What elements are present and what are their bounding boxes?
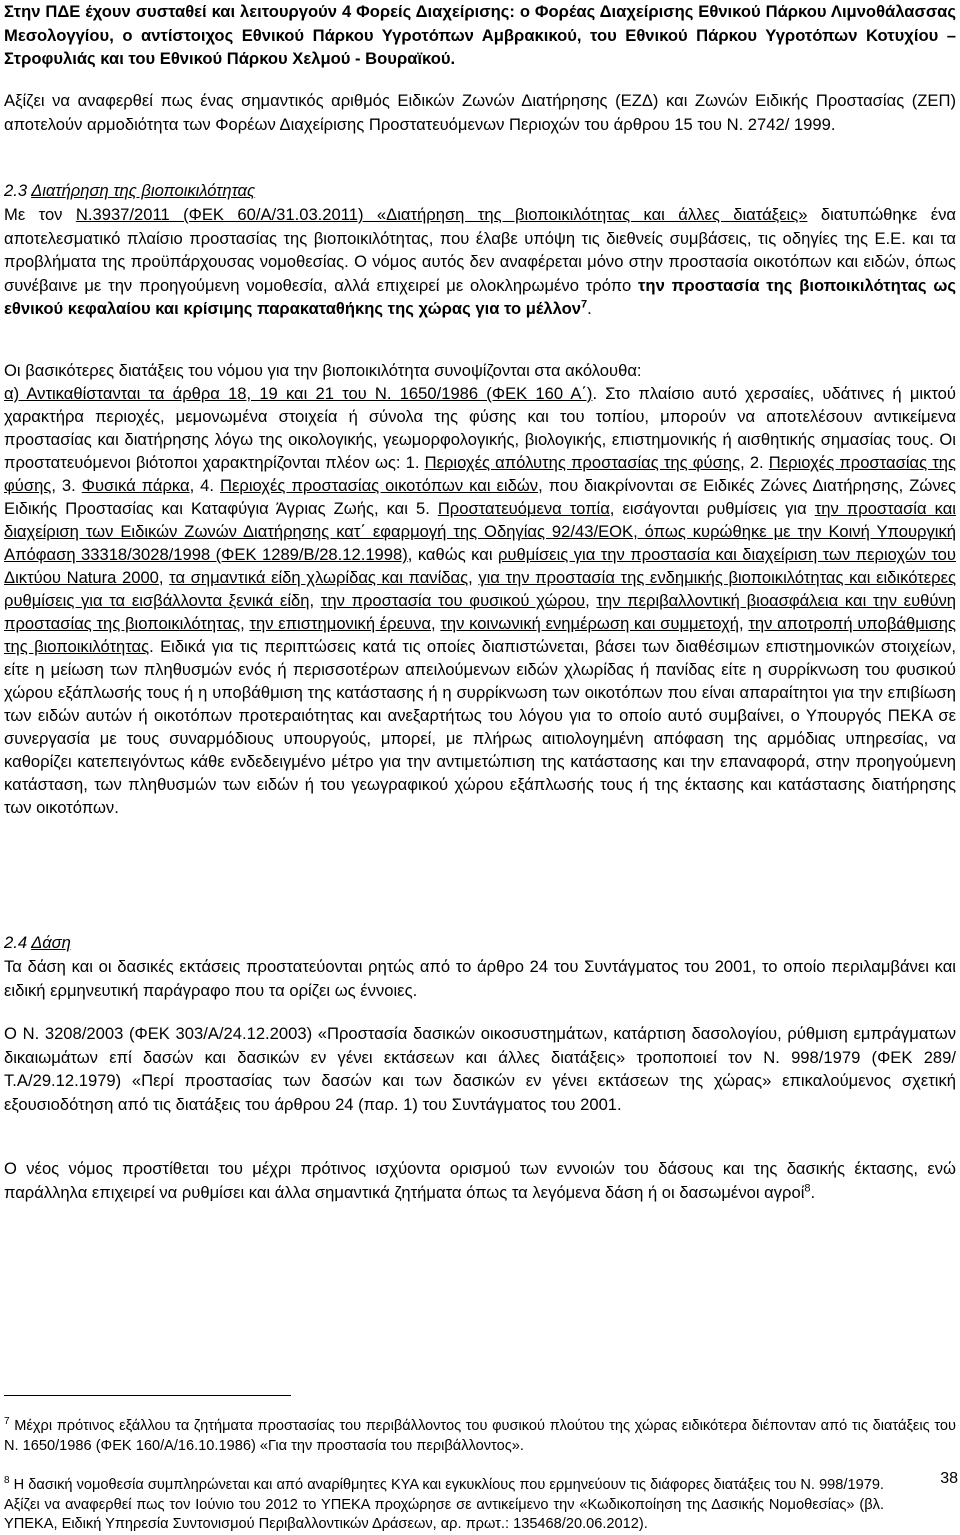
forests-paragraph-2: Ο Ν. 3208/2003 (ΦΕΚ 303/Α/24.12.2003) «Προστασία δασικών οικοσυστημάτων, κατάρτιση δασολογίου, ρύθμιση εμπράγματων δικαιωμάτων επί δασών και δασικών εν γένει εκτάσεων και άλλες διατάξεις» τροποποιεί τον Ν. 998/1979 (ΦΕΚ 289/Τ.Α/29.12.1979) «Περί προστασίας των δασών και των δασικών εν γένει εκτάσεων της χώρας» επικαλούμενος σχετική εξουσιοδότηση από τις διατάξεις του άρθρου 24 (παρ. 1) του Συντάγματος του 2001. [4,1024,956,1114]
provisions-paragraph: α) Αντικαθίστανται τα άρθρα 18, 19 και 21 του Ν. 1650/1986 (ΦΕΚ 160 Α΄). Στο πλαίσιο αυτό χερσαίες, υδάτινες ή μικτού χαρακτήρα περιοχές, μεμονωμένα στοιχεία ή σύνολα της φύσης και του τοπίου, μπορούν να αποτελέσουν αντικείμενα προστασίας και διατήρησης λόγω της οικολογικής, γεωμορφολογικής, βιολογικής, επιστημονικής ή αισθητικής σημασίας τους. Οι προστατευόμενοι βιότοποι χαρακτηρίζονται πλέον ως: 1. Περιοχές απόλυτης προστασίας της φύσης, 2. Περιοχές προστασίας της φύσης, 3. Φυσικά πάρκα, 4. Περιοχές προστασίας οικοτόπων και ειδών, που διακρίνονται σε Ειδικές Ζώνες Διατήρησης, Ζώνες Ειδικής Προστασίας και Καταφύγια Άγριας Ζωής, και 5. Προστατευόμενα τοπία, εισάγονται ρυθμίσεις για την προστασία και διαχείριση των Ειδικών Ζωνών Διατήρησης κατ΄ εφαρμογή της Οδηγίας 92/43/ΕΟΚ, όπως κυρώθηκε με την Κοινή Υπουργική Απόφαση 33318/3028/1998 (ΦΕΚ 1289/Β/28.12.1998), καθώς και ρυθμίσεις για την προστασία και διαχείριση των περιοχών του Δικτύου Natura 2000, τα σημαντικά είδη χλωρίδας και πανίδας, για την προστασία της ενδημικής βιοποικιλότητας και ειδικότερες ρυθμίσεις για τα εισβάλλοντα ξενικά είδη, την προστασία του φυσικού χώρου, την περιβαλλοντική βιοασφάλεια και την ευθύνη προστασίας της βιοποικιλότητας, την επιστημονική έρευνα, την κοινωνική ενημέρωση και συμμετοχή, την αποτροπή υποβάθμισης της βιοποικιλότητας. Ειδικά για τις περιπτώσεις κατά τις οποίες διαπιστώνεται, βάσει των διαθέσιμων επιστημονικών στοιχείων, είτε η μείωση των πληθυσμών ενός ή περισσοτέρων απειλούμενων ειδών χλωρίδας ή πανίδας είτε η συρρίκνωση του φυσικού χώρου εξάπλωσής τους ή η υποβάθμιση της κατάστασης ή η συρρίκνωση των οικοτόπων που είναι απαραίτητοι για την επιβίωση των ειδών αυτών ή οικοτόπων προτεραιότητας και ανεξαρτήτως του λόγου για το οποίο αυτό συμβαίνει, ο Υπουργός ΠΕΚΑ σε συνεργασία με τους συναρμόδιους υπουργούς, μπορεί, με πλήρως αιτιολογημένη απόφαση της αρμόδιας υπηρεσίας, να καθορίζει κατεπειγόντως κάθε ενδεδειγμένο μέτρο για την αντιμετώπιση της κατάστασης και την επαναφορά, στην προηγούμενη κατάσταση, των πληθυσμών των ειδών ή του γεωγραφικού χώρου εξάπλωσής τους ή της έκτασης και κατάστασης διατήρησης των οικοτόπων. [4,384,957,817]
section-title: Διατήρηση της βιοποικιλότητας [31,181,256,200]
intro-text: Στην ΠΔΕ έχουν συσταθεί και λειτουργούν 4 Φορείς Διαχείρισης: ο Φορέας Διαχείρισης Εθνικού Πάρκου Λιμνοθάλασσας Μεσολογγίου, ο αντίστοιχος Εθνικού Πάρκου Υγροτόπων Αμβρακικού, του Εθνικού Πάρκου Υγροτόπων Κοτυχίου – Στροφυλιάς και του Εθνικού Πάρκου Χελμού - Βουραϊκού. [4,2,956,68]
footnote-text: Μέχρι πρότινος εξάλλου τα ζητήματα προστασίας του περιβάλλοντος του φυσικού πλούτου της χώρας ειδικότερα διέπονταν από τις διατάξεις του Ν. 1650/1986 (ΦΕΚ 160/Α/16.10.1986) «Για την προστασία του περιβάλλοντος». [4,1418,956,1454]
footnote-mark: 7 [4,1416,10,1428]
footnote-text: Η δασική νομοθεσία συμπληρώνεται και από αναρίθμητες ΚΥΑ και εγκυκλίους που ερμηνεύουν τις διάφορες διατάξεις του Ν. 998/1979. Αξίζει να αναφερθεί πως τον Ιούνιο του 2012 το ΥΠΕΚΑ προχώρησε σε αντικείμενο την «Κωδικοποίηση της Δασικής Νομοθεσίας» (βλ. ΥΠΕΚΑ, Ειδική Υπηρεσία Συντονισμού Περιβαλλοντικών Δράσεων, αρ. πρωτ.: 135468/20.06.2012). [4,1477,884,1532]
provisions-intro: Οι βασικότερες διατάξεις του νόμου για την βιοποικιλότητα συνοψίζονται στα ακόλουθα: [4,361,642,380]
law-reference: Ν.3937/2011 (ΦΕΚ 60/Α/31.03.2011) «Διατήρηση της βιοποικιλότητας και άλλες διατάξεις» [75,205,808,224]
footnote-separator [4,1395,291,1396]
footnote-mark: 8 [4,1475,10,1487]
forests-paragraph-3: Ο νέος νόμος προστίθεται του μέχρι πρότινος ισχύοντα ορισμού των εννοιών του δάσους και της δασικής έκτασης, ενώ παράλληλα επιχειρεί να ρυθμίσει και άλλα σημαντικά ζητήματα όπως τα λεγόμενα δάση ή οι δασωμένοι αγροί$^8$. [4,1159,956,1202]
zones-text: Αξίζει να αναφερθεί πως ένας σημαντικός αριθμός Ειδικών Ζωνών Διατήρησης (ΕΖΔ) και Ζωνών Ειδικής Προστασίας (ΖΕΠ) αποτελούν αρμοδιότητα των Φορέων Διαχείρισης Προστατευόμενων Περιοχών του άρθρου 15 του Ν. 2742/ 1999. [4,91,956,134]
section-number: 2.4 [4,933,28,952]
page-number: 38 [940,1470,958,1487]
intro-paragraph [4,0,956,71]
footnote-8 [4,1476,884,1535]
zones-paragraph [4,89,956,136]
section-number: 2.3 [4,181,28,200]
section-title: Δάση [31,933,71,952]
law-paragraph: Με τον Ν.3937/2011 (ΦΕΚ 60/Α/31.03.2011) «Διατήρηση της βιοποικιλότητας και άλλες διατάξεις» διατυπώθηκε ένα αποτελεσματικό πλαίσιο προστασίας της βιοποικιλότητας, που έλαβε υπόψη τις διεθνείς συμβάσεις, τις οδηγίες της Ε.Ε. και τα προβλήματα της προϋπάρχουσας νομοθεσίας. Ο νόμος αυτός δεν αναφέρεται μόνο στην προστασία οικοτόπων και ειδών, όπως συνέβαινε με την προηγούμενη νομοθεσία, αλλά επιχειρεί με ολοκληρωμένο τρόπο την προστασία της βιοποικιλότητας ως εθνικού κεφαλαίου και κρίσιμης παρακαταθήκης της χώρας για το μέλλον$^7$. [4,205,956,318]
footnote-ref-7: 7 [580,298,588,311]
forests-paragraph-1: Τα δάση και οι δασικές εκτάσεις προστατεύονται ρητώς από το άρθρο 24 του Συντάγματος του 2001, το οποίο περιλαμβάνει και ειδική ερμηνευτική παράγραφο που τα ορίζει ως έννοιες. [4,957,956,1000]
section-2-4-heading [4,931,956,955]
footnote-7 [4,1417,956,1456]
section-2-3-heading [4,179,956,203]
footnote-ref-8: 8 [804,1181,811,1194]
law-emphasis: την προστασία της βιοποικιλότητας ως εθνικού κεφαλαίου και κρίσιμης παρακαταθήκης της χώρας για το μέλλον [4,275,956,318]
